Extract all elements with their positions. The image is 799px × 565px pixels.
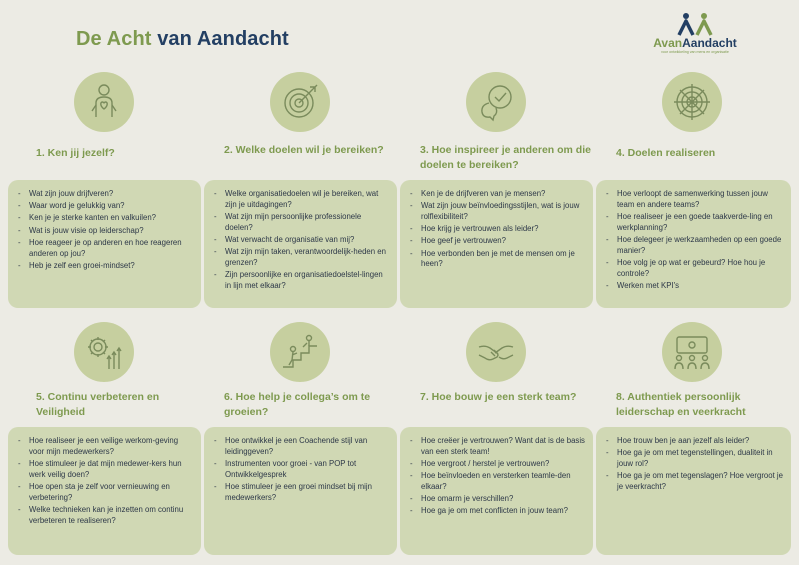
section-6-list bbox=[214, 436, 389, 504]
section-7-card bbox=[400, 427, 593, 555]
target-arrow-icon bbox=[270, 72, 330, 132]
list-item: - Wat verwacht de organisatie van mij? bbox=[214, 235, 389, 246]
handshake-icon bbox=[466, 322, 526, 382]
list-item: - Instrumenten voor groei - van POP tot Ontwikkelgesprek bbox=[214, 459, 389, 481]
logo-wordmark bbox=[640, 37, 750, 50]
list-item: - Hoe stimuleer je dat mijn medewer-kers hun werk veilig doen? bbox=[18, 459, 193, 481]
section-8-heading: 8. Authentiek persoonlijk leiderschap en veerkracht bbox=[616, 391, 746, 418]
section-7-heading: 7. Hoe bouw je een sterk team? bbox=[420, 391, 577, 403]
list-item: - Hoe creëer je vertrouwen? Want dat is de basis van een sterk team! bbox=[410, 436, 585, 458]
list-item: - Zijn persoonlijke en organisatiedoelstel-lingen in lijn met elkaar? bbox=[214, 270, 389, 292]
leader-team-icon bbox=[662, 322, 722, 382]
list-item: - Welke technieken kan je inzetten om continu verbeteren te realiseren? bbox=[18, 505, 193, 527]
list-item: - Hoe trouw ben je aan jezelf als leider? bbox=[606, 436, 783, 447]
section-5-list bbox=[18, 436, 193, 527]
section-3-list bbox=[410, 189, 585, 270]
list-item: - Hoe geef je vertrouwen? bbox=[410, 236, 585, 247]
section-2-card bbox=[204, 180, 397, 308]
logo-letter-a: A bbox=[653, 36, 662, 50]
section-5-card bbox=[8, 427, 201, 555]
list-item: - Hoe realiseer je een goede taakverde-ling en werkplanning? bbox=[606, 212, 783, 234]
list-item: - Hoe reageer je op anderen en hoe reageren anderen op jou? bbox=[18, 238, 193, 260]
list-item: - Hoe ga je om met tegenstellingen, dualiteit in jouw rol? bbox=[606, 448, 783, 470]
bullseye-icon bbox=[662, 72, 722, 132]
helping-stairs-icon bbox=[270, 322, 330, 382]
section-8-list bbox=[606, 436, 783, 493]
page-title bbox=[76, 28, 289, 51]
section-8-card bbox=[596, 427, 791, 555]
list-item: - Hoe realiseer je een veilige werkom-geving voor mijn medewerkers? bbox=[18, 436, 193, 458]
list-item: - Hoe verbonden ben je met de mensen om je heen? bbox=[410, 249, 585, 271]
title-part-green: De Acht bbox=[76, 28, 152, 50]
list-item: - Wat zijn mijn taken, verantwoordelijk-heden en grenzen? bbox=[214, 247, 389, 269]
list-item: - Wat zijn jouw beïnvloedingsstijlen, wat is jouw rolflexibiliteit? bbox=[410, 201, 585, 223]
section-1-heading: 1. Ken jij jezelf? bbox=[36, 147, 115, 159]
company-logo bbox=[640, 12, 750, 62]
list-item: - Werken met KPI's bbox=[606, 281, 783, 292]
section-5-heading: 5. Continu verbeteren en Veiligheid bbox=[36, 391, 160, 418]
section-3-card bbox=[400, 180, 593, 308]
title-part-navy: van Aandacht bbox=[157, 28, 289, 50]
list-item: - Hoe beïnvloeden en versterken teamle-den elkaar? bbox=[410, 471, 585, 493]
speech-check-icon bbox=[466, 72, 526, 132]
list-item: - Heb je zelf een groei-mindset? bbox=[18, 261, 193, 272]
list-item: - Hoe omarm je verschillen? bbox=[410, 494, 585, 505]
list-item: - Wat zijn jouw drijfveren? bbox=[18, 189, 193, 200]
section-7-list bbox=[410, 436, 585, 517]
list-item: - Hoe delegeer je werkzaamheden op een goede manier? bbox=[606, 235, 783, 257]
list-item: - Hoe open sta je zelf voor vernieuwing en verbetering? bbox=[18, 482, 193, 504]
list-item: - Hoe krijg je vertrouwen als leider? bbox=[410, 224, 585, 235]
list-item: - Ken je je sterke kanten en valkuilen? bbox=[18, 213, 193, 224]
logo-word-van: van bbox=[661, 36, 683, 50]
list-item: - Hoe verloopt de samenwerking tussen jouw team en andere teams? bbox=[606, 189, 783, 211]
section-1-list bbox=[18, 189, 193, 272]
section-6-heading: 6. Hoe help je collega’s om te groeien? bbox=[224, 391, 371, 418]
logo-people-icon bbox=[676, 12, 714, 36]
section-1-card bbox=[8, 180, 201, 308]
section-4-list bbox=[606, 189, 783, 292]
list-item: - Hoe stimuleer je een groei mindset bij mijn medewerkers? bbox=[214, 482, 389, 504]
list-item: - Hoe ga je om met conflicten in jouw team? bbox=[410, 506, 585, 517]
list-item: - Welke organisatiedoelen wil je bereiken, wat zijn je uitdagingen? bbox=[214, 189, 389, 211]
person-heart-icon bbox=[74, 72, 134, 132]
list-item: - Wat is jouw visie op leiderschap? bbox=[18, 226, 193, 237]
gear-growth-icon bbox=[74, 322, 134, 382]
logo-word-aandacht: Aandacht bbox=[682, 36, 737, 50]
section-3-heading: 3. Hoe inspireer je anderen om die doelen te bereiken? bbox=[420, 144, 591, 171]
list-item: - Waar word je gelukkig van? bbox=[18, 201, 193, 212]
list-item: - Hoe ontwikkel je een Coachende stijl van leidinggeven? bbox=[214, 436, 389, 458]
section-4-card bbox=[596, 180, 791, 308]
list-item: - Hoe volg je op wat er gebeurd? Hoe hou je controle? bbox=[606, 258, 783, 280]
section-4-heading: 4. Doelen realiseren bbox=[616, 147, 716, 159]
list-item: - Wat zijn mijn persoonlijke professionele doelen? bbox=[214, 212, 389, 234]
section-2-list bbox=[214, 189, 389, 292]
list-item: - Ken je de drijfveren van je mensen? bbox=[410, 189, 585, 200]
list-item: - Hoe vergroot / herstel je vertrouwen? bbox=[410, 459, 585, 470]
list-item: - Hoe ga je om met tegenslagen? Hoe vergroot je je veerkracht? bbox=[606, 471, 783, 493]
section-2-heading: 2. Welke doelen wil je bereiken? bbox=[224, 144, 384, 156]
logo-tagline: voor ontwikkeling van mens en organisatie bbox=[661, 50, 729, 54]
section-6-card bbox=[204, 427, 397, 555]
